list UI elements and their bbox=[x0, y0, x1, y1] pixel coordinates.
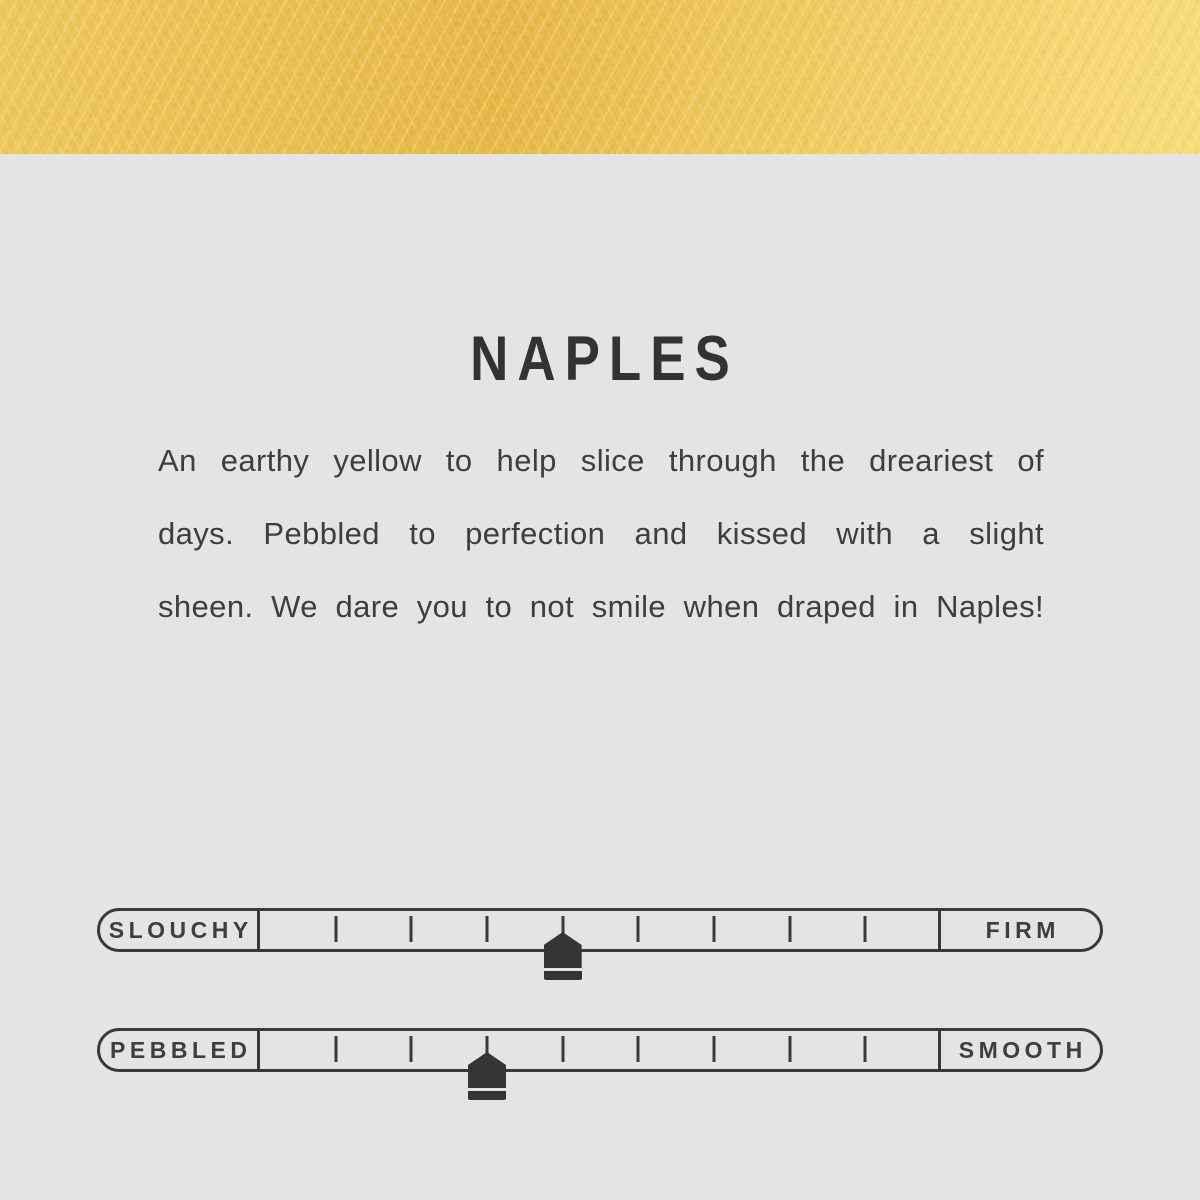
scale-tick bbox=[410, 1036, 413, 1062]
page-title: NAPLES bbox=[470, 324, 739, 395]
scale-tick bbox=[486, 916, 489, 942]
scale-tick bbox=[637, 916, 640, 942]
description-line: An earthy yellow to help slice through the dreariest of bbox=[158, 443, 1044, 478]
scale-tick bbox=[788, 916, 791, 942]
slider-track bbox=[260, 911, 941, 949]
scale-tick bbox=[334, 916, 337, 942]
marker-cap bbox=[544, 971, 582, 980]
scale-tick bbox=[561, 1036, 564, 1062]
slider-left-label: SLOUCHY bbox=[108, 916, 253, 943]
marker-cap bbox=[468, 1091, 506, 1100]
leather-swatch-image bbox=[0, 0, 1200, 154]
scale-tick bbox=[713, 1036, 716, 1062]
scale-tick bbox=[713, 916, 716, 942]
color-description bbox=[158, 424, 1044, 643]
description-line: days. Pebbled to perfection and kissed with a slight bbox=[158, 516, 1044, 551]
scale-tick bbox=[864, 1036, 867, 1062]
slider-left-label: PEBBLED bbox=[110, 1036, 252, 1063]
marker-head bbox=[544, 932, 582, 968]
marker-head bbox=[468, 1052, 506, 1088]
slider-pebbled-smooth bbox=[97, 1028, 1103, 1072]
scale-tick bbox=[410, 916, 413, 942]
leather-grain-texture bbox=[0, 0, 1200, 154]
slider-track bbox=[260, 1031, 941, 1069]
slider-right-label: FIRM bbox=[985, 916, 1060, 943]
slider-slouchy-firm bbox=[97, 908, 1103, 952]
scale-value-marker bbox=[544, 932, 582, 980]
description-line: sheen. We dare you to not smile when draped in Naples! bbox=[158, 589, 1044, 624]
scale-tick bbox=[864, 916, 867, 942]
scale-tick bbox=[788, 1036, 791, 1062]
scale-tick bbox=[334, 1036, 337, 1062]
scale-tick bbox=[637, 1036, 640, 1062]
scale-value-marker bbox=[468, 1052, 506, 1100]
slider-right-label: SMOOTH bbox=[958, 1036, 1087, 1063]
